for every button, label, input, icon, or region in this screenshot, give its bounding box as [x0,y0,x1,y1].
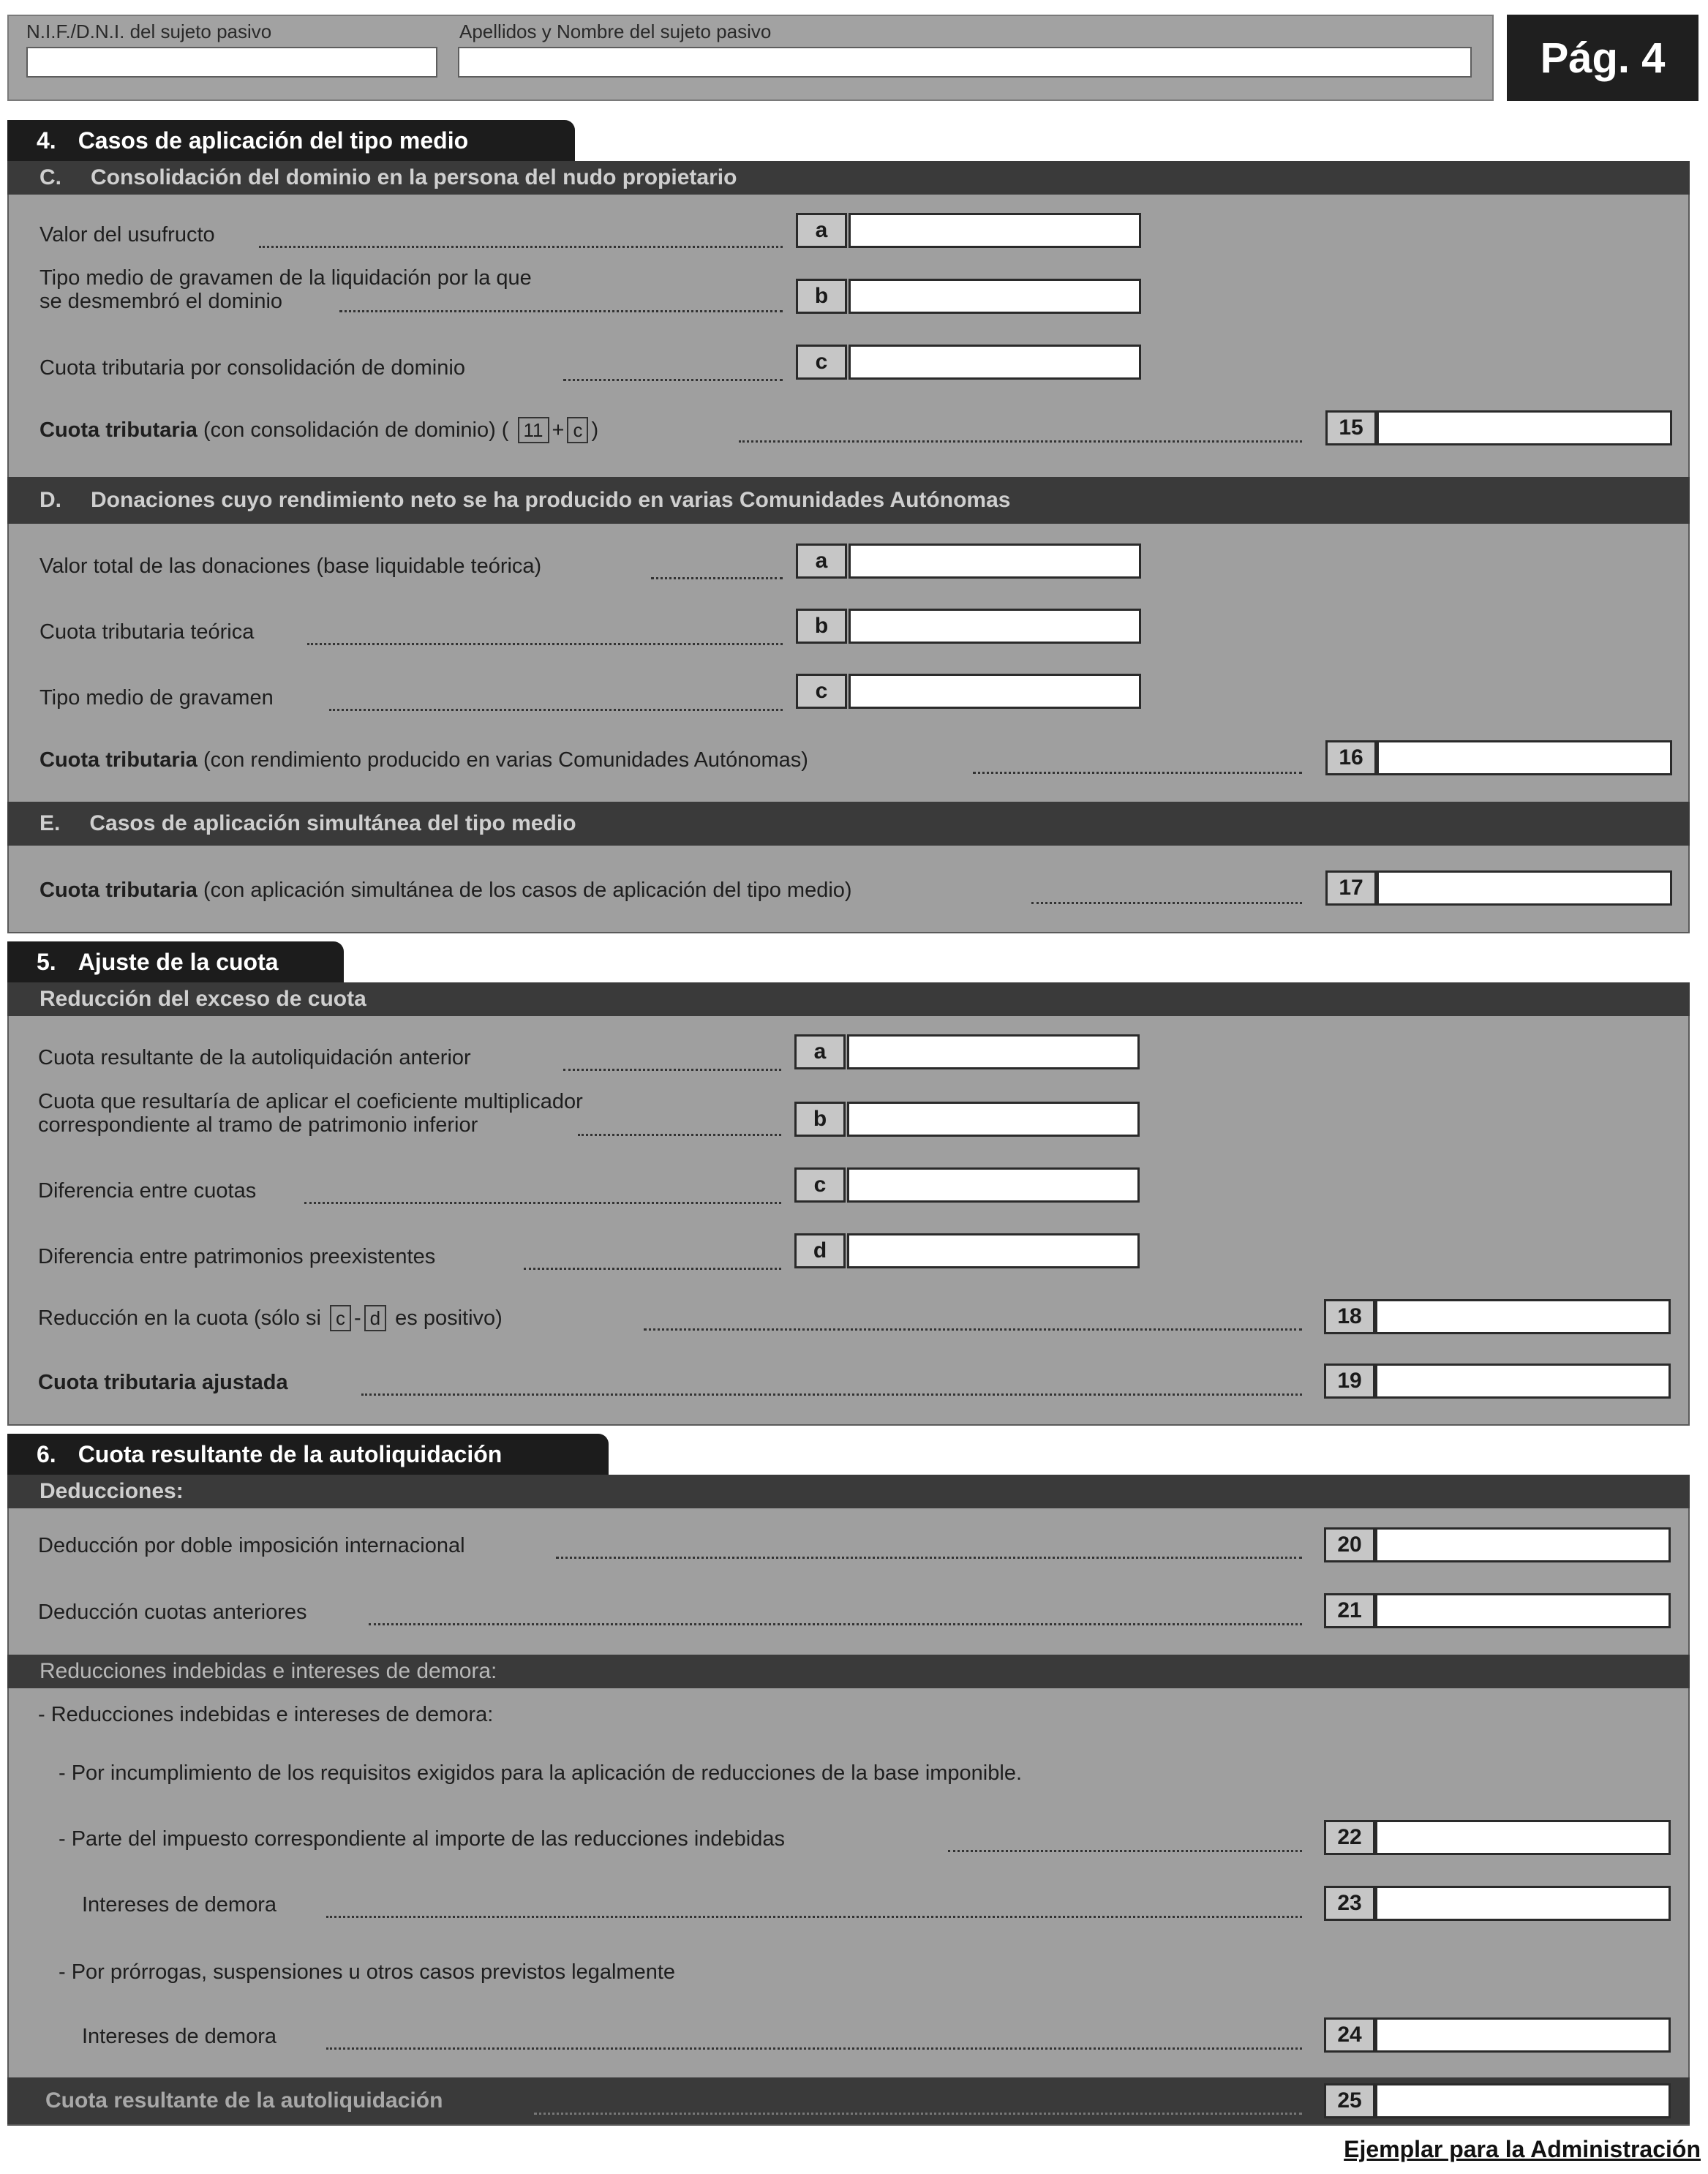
s5-code-b: b [794,1102,846,1137]
name-label: Apellidos y Nombre del sujeto pasivo [459,20,772,42]
section-5-number: 5. [37,948,56,975]
s5-previous-quota-field[interactable] [847,1034,1140,1069]
c-average-rate-label [39,266,532,313]
leader [339,310,783,312]
leader [326,1916,1302,1918]
s5-coefficient-line2: correspondiente al tramo de patrimonio inferior [38,1113,478,1137]
s5-coefficient-line1: Cuota que resultaría de aplicar el coeficiente multiplicador [38,1090,583,1113]
d-total-donations-field[interactable] [849,544,1141,579]
leader [973,772,1302,774]
s6-interest-label-2: Intereses de demora [82,2025,276,2048]
s5-coefficient-field[interactable] [847,1102,1140,1137]
box-20-field[interactable] [1375,1527,1671,1562]
s5-minus: - [353,1306,361,1330]
leader [948,1850,1302,1852]
box-25-label: 25 [1324,2083,1375,2118]
d-average-rate-label: Tipo medio de gravamen [39,686,274,710]
e-total-rest: (con aplicación simultánea de los casos de aplicación del tipo medio) [197,879,852,902]
s5-ref-box-c: c [330,1305,351,1331]
leader [307,643,783,645]
box-17-label: 17 [1325,870,1377,906]
leader [1031,902,1302,904]
section-6-number: 6. [37,1440,56,1467]
leader [326,2047,1302,2050]
section-6-title: Cuota resultante de la autoliquidación [78,1440,503,1467]
c-close-paren: ) [591,418,599,442]
c-consolidation-quota-label: Cuota tributaria por consolidación de dominio [39,356,465,380]
leader [563,1069,781,1071]
box-20-label: 20 [1324,1527,1375,1562]
s6-line-noncompliance: - Por incumplimiento de los requisitos exigidos para la aplicación de reducciones de la base imponible. [59,1761,1023,1785]
c-total-rest: (con consolidación de dominio) ( [197,418,509,442]
footer-copy-label: Ejemplar para la Administración [1344,2136,1701,2162]
c-usufruct-label: Valor del usufructo [39,223,215,247]
leader [259,246,783,248]
d-total-bold: Cuota tributaria [39,748,197,772]
leader [578,1134,781,1136]
d-total-rest: (con rendimiento producido en varias Comunidades Autónomas) [197,748,808,772]
leader [644,1328,1302,1331]
s6-previous-quotas-label: Deducción cuotas anteriores [38,1601,307,1624]
box-19-label: 19 [1324,1364,1375,1399]
box-21-field[interactable] [1375,1593,1671,1628]
s6-final-quota-label: Cuota resultante de la autoliquidación [45,2088,443,2113]
c-total-label [39,417,598,443]
s5-quota-difference-label: Diferencia entre cuotas [38,1179,257,1203]
d-code-c: c [796,674,847,709]
subsection-d-bar [7,477,1690,524]
subsection-e-letter: E. [39,811,61,835]
section-4-number: 4. [37,127,56,154]
section-4-tab [7,120,575,161]
c-usufruct-field[interactable] [849,213,1141,248]
leader [524,1268,781,1270]
c-average-rate-field[interactable] [849,279,1141,314]
section-5-tab [7,941,344,982]
section-5-title: Ajuste de la cuota [78,948,279,975]
d-theoretical-quota-field[interactable] [849,609,1141,644]
leader [369,1623,1302,1625]
subsection-6-reductions-bar: Reducciones indebidas e intereses de demora: [7,1655,1690,1688]
s6-line-extensions: - Por prórrogas, suspensiones u otros casos previstos legalmente [59,1960,676,1984]
box-23-field[interactable] [1375,1886,1671,1921]
subsection-c-letter: C. [39,165,61,189]
leader [563,379,783,381]
s5-coefficient-label [38,1090,583,1137]
s5-code-a: a [794,1034,846,1069]
subsection-5-bar: Reducción del exceso de cuota [7,982,1690,1016]
s5-ref-box-d: d [364,1305,386,1331]
d-total-label [39,748,808,772]
box-24-label: 24 [1324,2017,1375,2053]
c-average-rate-line1: Tipo medio de gravamen de la liquidación por la que [39,266,532,290]
d-total-donations-label: Valor total de las donaciones (base liquidable teórica) [39,554,542,578]
s5-reduction-text-b: es positivo) [395,1306,503,1330]
s5-code-d: d [794,1233,846,1268]
s5-adjusted-quota-label: Cuota tributaria ajustada [38,1371,288,1394]
c-code-c: c [796,345,847,380]
subsection-c-title: Consolidación del dominio en la persona del nudo propietario [91,165,737,189]
c-code-b: b [796,279,847,314]
s5-reduction-label [38,1305,503,1331]
d-average-rate-field[interactable] [849,674,1141,709]
s5-patrimony-difference-field[interactable] [847,1233,1140,1268]
subsection-c-bar [7,161,1690,195]
s5-code-c: c [794,1167,846,1203]
c-consolidation-quota-field[interactable] [849,345,1141,380]
d-code-a: a [796,544,847,579]
box-16-field[interactable] [1377,740,1672,775]
leader [361,1393,1302,1396]
nif-field[interactable] [26,47,437,78]
leader [534,2113,1302,2115]
leader [651,577,783,579]
c-ref-box-11: 11 [518,417,549,443]
s6-interest-label-1: Intereses de demora [82,1893,276,1917]
leader [304,1202,781,1204]
box-19-field[interactable] [1375,1364,1671,1399]
box-17-field[interactable] [1377,870,1672,906]
subsection-e-bar [7,802,1690,846]
d-theoretical-quota-label: Cuota tributaria teórica [39,620,255,644]
subsection-d-title: Donaciones cuyo rendimiento neto se ha producido en varias Comunidades Autónomas [91,488,1011,512]
d-code-b: b [796,609,847,644]
c-ref-box-c: c [567,417,588,443]
e-total-bold: Cuota tributaria [39,879,197,902]
box-15-field[interactable] [1377,410,1672,445]
box-22-label: 22 [1324,1820,1375,1855]
c-total-bold: Cuota tributaria [39,418,197,442]
section-6-tab [7,1434,609,1475]
c-average-rate-line2: se desmembró el dominio [39,290,283,313]
c-code-a: a [796,213,847,248]
box-21-label: 21 [1324,1593,1375,1628]
name-field[interactable] [458,47,1472,78]
e-total-label [39,879,852,903]
box-16-label: 16 [1325,740,1377,775]
leader [739,440,1302,443]
box-18-label: 18 [1324,1299,1375,1334]
subsection-6-deductions-bar: Deducciones: [7,1475,1690,1508]
subsection-d-letter: D. [39,488,61,512]
section-4-title: Casos de aplicación del tipo medio [78,127,469,154]
page-number-badge: Pág. 4 [1507,15,1698,101]
box-22-field[interactable] [1375,1820,1671,1855]
s5-reduction-text-a: Reducción en la cuota (sólo si [38,1306,321,1330]
c-plus: + [552,418,565,442]
leader [556,1557,1302,1559]
nif-label: N.I.F./D.N.I. del sujeto pasivo [26,20,272,42]
s6-undue-reductions-label: - Parte del impuesto correspondiente al importe de las reducciones indebidas [59,1827,786,1851]
s5-previous-quota-label: Cuota resultante de la autoliquidación anterior [38,1046,471,1069]
box-25-field[interactable] [1375,2083,1671,2118]
box-18-field[interactable] [1375,1299,1671,1334]
s5-patrimony-difference-label: Diferencia entre patrimonios preexistentes [38,1245,436,1268]
s5-quota-difference-field[interactable] [847,1167,1140,1203]
subsection-e-title: Casos de aplicación simultánea del tipo medio [89,811,576,835]
box-23-label: 23 [1324,1886,1375,1921]
leader [329,709,783,711]
s6-line-reductions: - Reducciones indebidas e intereses de demora: [38,1703,494,1726]
box-24-field[interactable] [1375,2017,1671,2053]
box-15-label: 15 [1325,410,1377,445]
s6-double-taxation-label: Deducción por doble imposición internacional [38,1534,465,1557]
